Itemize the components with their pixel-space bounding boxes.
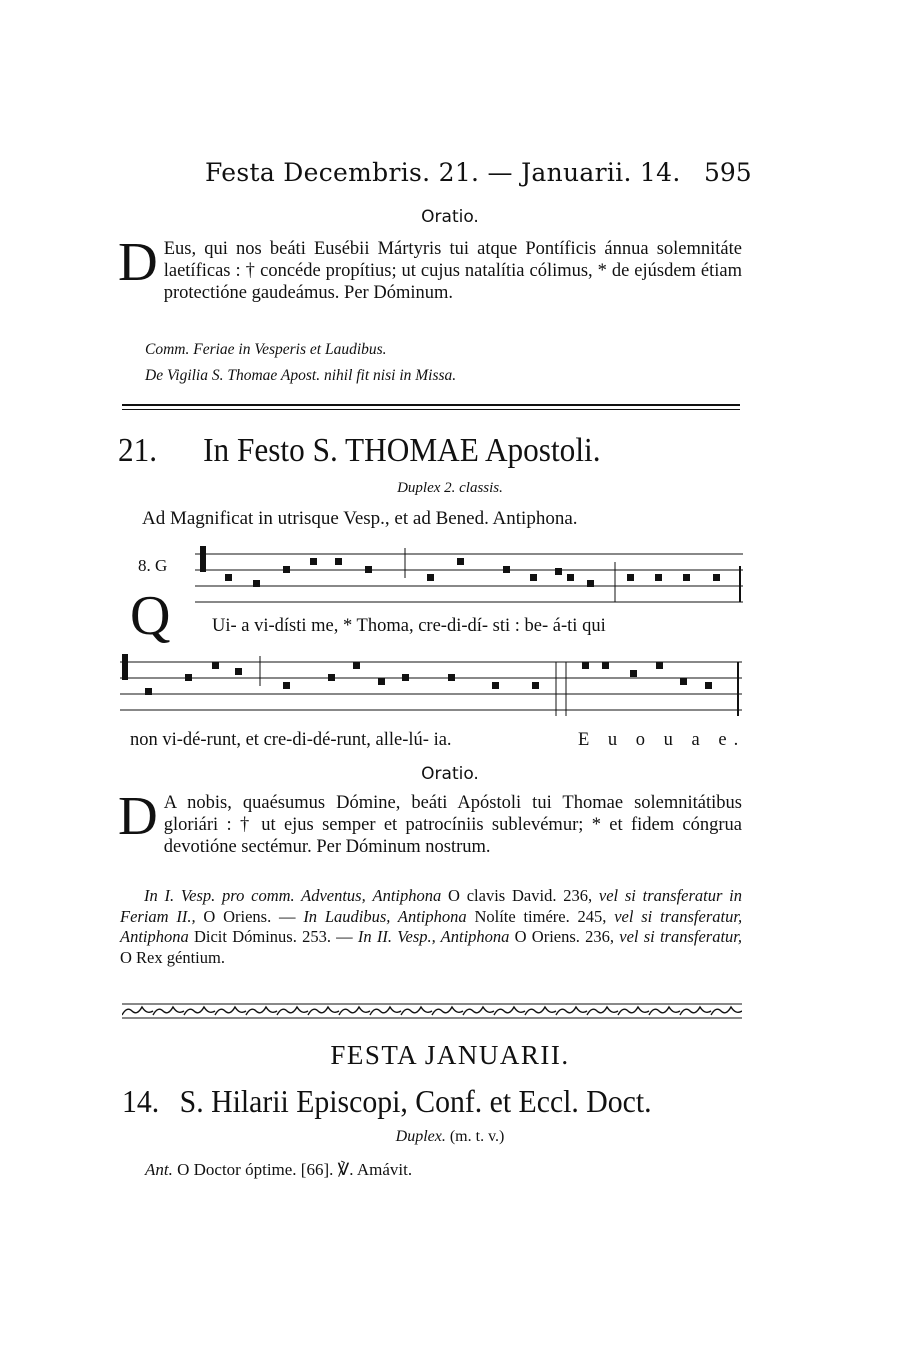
versicle-symbol: ℣. bbox=[337, 1160, 354, 1179]
rubric-paragraph bbox=[120, 886, 742, 968]
section-divider bbox=[122, 404, 740, 406]
feast-number: 21. bbox=[118, 432, 158, 469]
rubric-line: De Vigilia S. Thomae Apost. nihil fit nisi in Missa. bbox=[145, 367, 457, 384]
rubric-text: vel si transferatur in Feriam II., bbox=[120, 886, 743, 926]
feast-name: In Festo S. THOMAE Apostoli. bbox=[203, 432, 601, 469]
feast-name: S. Hilarii Episcopi, Conf. et Eccl. Doct. bbox=[179, 1083, 652, 1119]
dropcap-initial: D bbox=[118, 785, 158, 846]
chant-staff-1 bbox=[195, 540, 745, 610]
feast-rank: Duplex 2. classis. bbox=[397, 480, 503, 496]
running-title: Festa Decembris. 21. — Januarii. 14. bbox=[205, 158, 681, 187]
rubric-text: In Laudibus, Antiphona bbox=[303, 906, 467, 926]
rank-note: (m. t. v.) bbox=[449, 1128, 505, 1145]
rubric-text: In I. Vesp. pro comm. Adventus, bbox=[144, 886, 366, 905]
dropcap-initial: D bbox=[118, 231, 158, 292]
oratio-text: A nobis, quaésumus Dómine, beáti Apóstoli tui Thomae solemnitátibus gloriári : † ut ejus semper et patrocíniis sublevémur; * et fidem cóngrua devotióne sectémur. Per Dóminum nostrum. bbox=[163, 793, 742, 857]
rubric-text: Nolíte timére. 245, bbox=[474, 906, 607, 926]
ant-text: O Doctor óptime. [66]. bbox=[177, 1160, 334, 1179]
chant-initial: Q bbox=[130, 585, 171, 647]
chant-lyrics: Ui- a vi-dísti me, * Thoma, cre-di-dí- sti : be- á-ti qui bbox=[212, 616, 606, 636]
euouae: E u o u a e. bbox=[578, 730, 746, 750]
rubric-text: vel si transferatur, bbox=[619, 927, 743, 946]
oratio-paragraph bbox=[118, 231, 742, 304]
rank-text: Duplex. bbox=[395, 1128, 446, 1145]
section-divider bbox=[122, 409, 740, 410]
rubric-text: In II. Vesp., Antiphona bbox=[357, 927, 510, 946]
oratio-heading: Oratio. bbox=[421, 764, 479, 784]
rubric-text: O Rex géntium. bbox=[120, 947, 225, 967]
antiphon-line bbox=[145, 1160, 412, 1180]
feast-number: 14. bbox=[122, 1083, 160, 1119]
ant-label: Ant. bbox=[145, 1160, 173, 1179]
mode-label: 8. G bbox=[138, 556, 168, 575]
rubric-text: vel si transferatur, Antiphona bbox=[120, 906, 743, 946]
antiphon-intro: Ad Magnificat in utrisque Vesp., et ad Bened. Antiphona. bbox=[142, 508, 578, 529]
oratio-paragraph bbox=[118, 785, 742, 858]
rubric-text: O Oriens. — bbox=[203, 906, 296, 926]
chant-lyrics: non vi-dé-runt, et cre-di-dé-runt, alle-lú- ia. bbox=[130, 730, 452, 750]
rubric-text: O clavis David. 236, bbox=[448, 886, 593, 905]
feast-title bbox=[118, 432, 601, 470]
feast-rank bbox=[0, 1128, 900, 1146]
chant-staff-2 bbox=[120, 648, 745, 720]
feast-title bbox=[122, 1083, 652, 1120]
rubric-text: O Oriens. 236, bbox=[514, 927, 615, 946]
oratio-text: Eus, qui nos beáti Eusébii Mártyris tui atque Pontíficis ánnua solemnitáte laetíficas : † concéde propítius; ut cujus natalítia cólimus, * de ejúsdem étiam protectióne gaudeámus. Per Dóminum. bbox=[163, 239, 742, 303]
versicle-text: Amávit. bbox=[356, 1160, 413, 1179]
section-title: FESTA JANUARII. bbox=[330, 1040, 570, 1070]
ornamental-border bbox=[122, 1003, 742, 1019]
rubric-text: Antiphona bbox=[372, 886, 442, 905]
page-number: 595 bbox=[704, 158, 752, 187]
rubric-text: Dicit Dóminus. 253. — bbox=[193, 927, 353, 946]
oratio-heading: Oratio. bbox=[421, 207, 479, 227]
rubric-line: Comm. Feriae in Vesperis et Laudibus. bbox=[145, 341, 387, 358]
